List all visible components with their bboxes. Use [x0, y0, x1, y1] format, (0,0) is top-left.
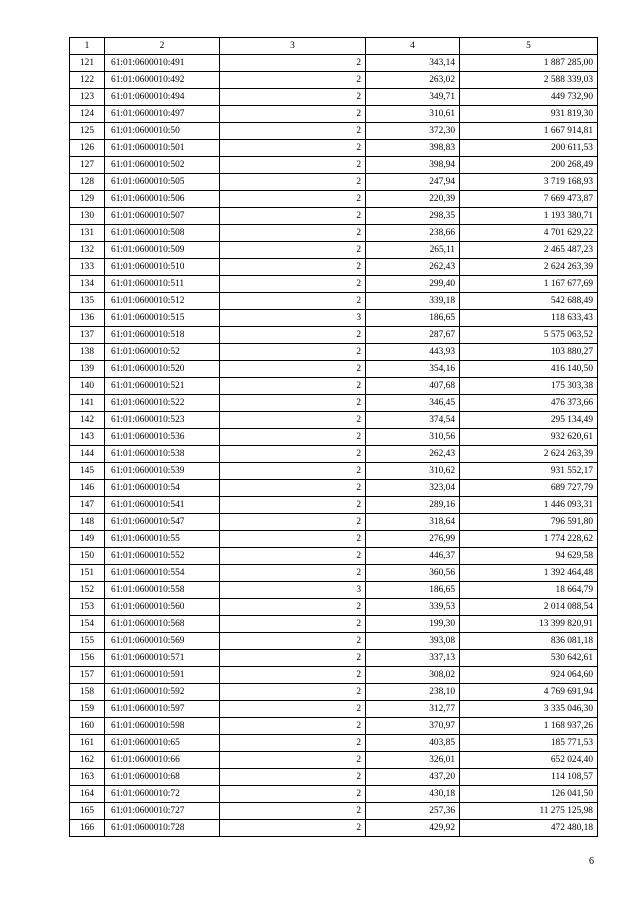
row-number: 157 — [70, 667, 105, 684]
table-row — [70, 650, 598, 667]
col-5-value: 530 642,61 — [460, 650, 598, 667]
table-row — [70, 429, 598, 446]
cadastral-number: 61:01:0600010:728 — [105, 820, 220, 837]
col-3-value: 2 — [220, 327, 366, 344]
col-5-value: 416 140,50 — [460, 361, 598, 378]
row-number: 127 — [70, 157, 105, 174]
row-number: 164 — [70, 786, 105, 803]
col-3-value: 2 — [220, 803, 366, 820]
row-number: 126 — [70, 140, 105, 157]
col-3-value: 2 — [220, 344, 366, 361]
cadastral-number: 61:01:0600010:569 — [105, 633, 220, 650]
row-number: 152 — [70, 582, 105, 599]
col-5-value: 4 701 629,22 — [460, 225, 598, 242]
row-number: 129 — [70, 191, 105, 208]
col-5-value: 7 669 473,87 — [460, 191, 598, 208]
col-5-value: 94 629,58 — [460, 548, 598, 565]
col-4-value: 263,02 — [366, 72, 460, 89]
col-4-value: 289,16 — [366, 497, 460, 514]
table-row — [70, 633, 598, 650]
col-4-value: 337,13 — [366, 650, 460, 667]
cadastral-number: 61:01:0600010:592 — [105, 684, 220, 701]
col-5-value: 2 465 487,23 — [460, 242, 598, 259]
cadastral-number: 61:01:0600010:494 — [105, 89, 220, 106]
col-3-value: 2 — [220, 820, 366, 837]
col-5-value: 924 064,60 — [460, 667, 598, 684]
col-3-value: 2 — [220, 123, 366, 140]
col-4-value: 186,65 — [366, 310, 460, 327]
col-4-value: 287,67 — [366, 327, 460, 344]
col-4-value: 339,18 — [366, 293, 460, 310]
row-number: 137 — [70, 327, 105, 344]
row-number: 162 — [70, 752, 105, 769]
col-5-value: 2 014 088,54 — [460, 599, 598, 616]
col-5-value: 449 732,90 — [460, 89, 598, 106]
col-4-value: 360,56 — [366, 565, 460, 582]
header-row — [70, 38, 598, 55]
table-row — [70, 531, 598, 548]
col-4-value: 370,97 — [366, 718, 460, 735]
cadastral-number: 61:01:0600010:727 — [105, 803, 220, 820]
table-row — [70, 89, 598, 106]
cadastral-number: 61:01:0600010:538 — [105, 446, 220, 463]
table-row — [70, 446, 598, 463]
row-number: 121 — [70, 55, 105, 72]
col-5-value: 932 620,61 — [460, 429, 598, 446]
col-5-value: 1 446 093,31 — [460, 497, 598, 514]
col-4-value: 437,20 — [366, 769, 460, 786]
row-number: 165 — [70, 803, 105, 820]
cadastral-number: 61:01:0600010:505 — [105, 174, 220, 191]
row-number: 131 — [70, 225, 105, 242]
data-table — [69, 37, 598, 837]
col-4-value: 318,64 — [366, 514, 460, 531]
col-3-value: 2 — [220, 429, 366, 446]
table-row — [70, 208, 598, 225]
table-row — [70, 616, 598, 633]
row-number: 122 — [70, 72, 105, 89]
col-4-value: 247,94 — [366, 174, 460, 191]
col-5-value: 1 774 228,62 — [460, 531, 598, 548]
col-5-value: 2 624 263,39 — [460, 446, 598, 463]
col-4-value: 339,53 — [366, 599, 460, 616]
col-3-value: 2 — [220, 242, 366, 259]
col-3-value: 2 — [220, 667, 366, 684]
cadastral-number: 61:01:0600010:52 — [105, 344, 220, 361]
col-4-value: 354,16 — [366, 361, 460, 378]
col-3-value: 2 — [220, 701, 366, 718]
header-col-5: 5 — [460, 38, 598, 55]
row-number: 154 — [70, 616, 105, 633]
col-3-value: 2 — [220, 191, 366, 208]
col-5-value: 13 399 820,91 — [460, 616, 598, 633]
col-3-value: 2 — [220, 599, 366, 616]
col-4-value: 430,18 — [366, 786, 460, 803]
row-number: 149 — [70, 531, 105, 548]
cadastral-number: 61:01:0600010:507 — [105, 208, 220, 225]
col-3-value: 2 — [220, 293, 366, 310]
table-row — [70, 786, 598, 803]
cadastral-number: 61:01:0600010:55 — [105, 531, 220, 548]
row-number: 143 — [70, 429, 105, 446]
col-4-value: 398,94 — [366, 157, 460, 174]
cadastral-number: 61:01:0600010:510 — [105, 259, 220, 276]
cadastral-number: 61:01:0600010:506 — [105, 191, 220, 208]
col-4-value: 186,65 — [366, 582, 460, 599]
row-number: 139 — [70, 361, 105, 378]
cadastral-number: 61:01:0600010:520 — [105, 361, 220, 378]
cadastral-number: 61:01:0600010:522 — [105, 395, 220, 412]
col-3-value: 2 — [220, 174, 366, 191]
col-5-value: 836 081,18 — [460, 633, 598, 650]
col-3-value: 2 — [220, 718, 366, 735]
row-number: 158 — [70, 684, 105, 701]
col-5-value: 114 108,57 — [460, 769, 598, 786]
table-row — [70, 225, 598, 242]
col-4-value: 238,10 — [366, 684, 460, 701]
cadastral-number: 61:01:0600010:554 — [105, 565, 220, 582]
col-3-value: 2 — [220, 157, 366, 174]
cadastral-number: 61:01:0600010:598 — [105, 718, 220, 735]
cadastral-number: 61:01:0600010:547 — [105, 514, 220, 531]
table-row — [70, 361, 598, 378]
table-header — [70, 38, 598, 55]
cadastral-number: 61:01:0600010:539 — [105, 463, 220, 480]
col-5-value: 2 624 263,39 — [460, 259, 598, 276]
table-row — [70, 514, 598, 531]
col-3-value: 2 — [220, 497, 366, 514]
col-4-value: 276,99 — [366, 531, 460, 548]
cadastral-number: 61:01:0600010:515 — [105, 310, 220, 327]
table-row — [70, 276, 598, 293]
col-3-value: 2 — [220, 140, 366, 157]
col-4-value: 343,14 — [366, 55, 460, 72]
cadastral-number: 61:01:0600010:501 — [105, 140, 220, 157]
col-3-value: 2 — [220, 752, 366, 769]
col-4-value: 199,30 — [366, 616, 460, 633]
col-3-value: 2 — [220, 378, 366, 395]
col-3-value: 2 — [220, 684, 366, 701]
cadastral-number: 61:01:0600010:552 — [105, 548, 220, 565]
col-5-value: 2 588 339,03 — [460, 72, 598, 89]
cadastral-number: 61:01:0600010:497 — [105, 106, 220, 123]
col-4-value: 298,35 — [366, 208, 460, 225]
row-number: 138 — [70, 344, 105, 361]
col-5-value: 476 373,66 — [460, 395, 598, 412]
table-row — [70, 480, 598, 497]
table-row — [70, 412, 598, 429]
col-4-value: 310,61 — [366, 106, 460, 123]
col-3-value: 2 — [220, 786, 366, 803]
col-4-value: 262,43 — [366, 446, 460, 463]
col-3-value: 3 — [220, 582, 366, 599]
cadastral-number: 61:01:0600010:66 — [105, 752, 220, 769]
row-number: 132 — [70, 242, 105, 259]
table-body — [70, 55, 598, 837]
cadastral-number: 61:01:0600010:54 — [105, 480, 220, 497]
header-col-4: 4 — [366, 38, 460, 55]
table-row — [70, 259, 598, 276]
col-5-value: 3 335 046,30 — [460, 701, 598, 718]
cadastral-number: 61:01:0600010:509 — [105, 242, 220, 259]
row-number: 146 — [70, 480, 105, 497]
table-row — [70, 72, 598, 89]
col-4-value: 374,54 — [366, 412, 460, 429]
table-row — [70, 344, 598, 361]
cadastral-number: 61:01:0600010:568 — [105, 616, 220, 633]
row-number: 141 — [70, 395, 105, 412]
col-5-value: 931 819,30 — [460, 106, 598, 123]
col-5-value: 118 633,43 — [460, 310, 598, 327]
table-row — [70, 548, 598, 565]
table-row — [70, 463, 598, 480]
col-3-value: 2 — [220, 446, 366, 463]
table-row — [70, 701, 598, 718]
table-row — [70, 157, 598, 174]
cadastral-number: 61:01:0600010:512 — [105, 293, 220, 310]
col-3-value: 2 — [220, 72, 366, 89]
table-row — [70, 293, 598, 310]
table-row — [70, 327, 598, 344]
col-4-value: 220,39 — [366, 191, 460, 208]
cadastral-number: 61:01:0600010:571 — [105, 650, 220, 667]
row-number: 124 — [70, 106, 105, 123]
col-3-value: 2 — [220, 565, 366, 582]
table-row — [70, 599, 598, 616]
col-3-value: 2 — [220, 616, 366, 633]
col-4-value: 238,66 — [366, 225, 460, 242]
row-number: 148 — [70, 514, 105, 531]
cadastral-number: 61:01:0600010:560 — [105, 599, 220, 616]
col-4-value: 372,30 — [366, 123, 460, 140]
row-number: 159 — [70, 701, 105, 718]
cadastral-number: 61:01:0600010:558 — [105, 582, 220, 599]
table-row — [70, 191, 598, 208]
cadastral-number: 61:01:0600010:536 — [105, 429, 220, 446]
col-4-value: 407,68 — [366, 378, 460, 395]
table-row — [70, 752, 598, 769]
col-3-value: 2 — [220, 531, 366, 548]
col-4-value: 310,62 — [366, 463, 460, 480]
col-3-value: 2 — [220, 276, 366, 293]
col-4-value: 398,83 — [366, 140, 460, 157]
col-5-value: 1 887 285,00 — [460, 55, 598, 72]
col-3-value: 2 — [220, 89, 366, 106]
col-5-value: 200 611,53 — [460, 140, 598, 157]
col-4-value: 346,45 — [366, 395, 460, 412]
cadastral-number: 61:01:0600010:68 — [105, 769, 220, 786]
cadastral-number: 61:01:0600010:491 — [105, 55, 220, 72]
col-3-value: 2 — [220, 412, 366, 429]
col-4-value: 323,04 — [366, 480, 460, 497]
col-5-value: 11 275 125,98 — [460, 803, 598, 820]
col-5-value: 5 575 063,52 — [460, 327, 598, 344]
table-row — [70, 718, 598, 735]
table-row — [70, 497, 598, 514]
col-3-value: 2 — [220, 769, 366, 786]
cadastral-number: 61:01:0600010:65 — [105, 735, 220, 752]
table-row — [70, 140, 598, 157]
row-number: 147 — [70, 497, 105, 514]
col-5-value: 1 167 677,69 — [460, 276, 598, 293]
cadastral-number: 61:01:0600010:597 — [105, 701, 220, 718]
col-3-value: 2 — [220, 106, 366, 123]
col-4-value: 308,02 — [366, 667, 460, 684]
col-3-value: 2 — [220, 548, 366, 565]
page-number: 6 — [589, 856, 594, 867]
col-4-value: 443,93 — [366, 344, 460, 361]
col-5-value: 931 552,17 — [460, 463, 598, 480]
table-row — [70, 684, 598, 701]
col-4-value: 349,71 — [366, 89, 460, 106]
cadastral-number: 61:01:0600010:50 — [105, 123, 220, 140]
row-number: 140 — [70, 378, 105, 395]
table-row — [70, 242, 598, 259]
col-3-value: 2 — [220, 395, 366, 412]
cadastral-number: 61:01:0600010:72 — [105, 786, 220, 803]
col-5-value: 542 688,49 — [460, 293, 598, 310]
header-col-1: 1 — [70, 38, 105, 55]
col-4-value: 299,40 — [366, 276, 460, 293]
cadastral-number: 61:01:0600010:502 — [105, 157, 220, 174]
table-row — [70, 803, 598, 820]
col-3-value: 2 — [220, 259, 366, 276]
data-table-container — [69, 37, 597, 837]
col-5-value: 200 268,49 — [460, 157, 598, 174]
col-5-value: 1 168 937,26 — [460, 718, 598, 735]
col-4-value: 265,11 — [366, 242, 460, 259]
cadastral-number: 61:01:0600010:591 — [105, 667, 220, 684]
col-3-value: 2 — [220, 208, 366, 225]
col-4-value: 429,92 — [366, 820, 460, 837]
col-5-value: 3 719 168,93 — [460, 174, 598, 191]
row-number: 142 — [70, 412, 105, 429]
row-number: 150 — [70, 548, 105, 565]
table-row — [70, 735, 598, 752]
col-3-value: 2 — [220, 225, 366, 242]
col-4-value: 312,77 — [366, 701, 460, 718]
row-number: 151 — [70, 565, 105, 582]
row-number: 161 — [70, 735, 105, 752]
table-row — [70, 55, 598, 72]
row-number: 136 — [70, 310, 105, 327]
col-4-value: 326,01 — [366, 752, 460, 769]
col-4-value: 310,56 — [366, 429, 460, 446]
col-5-value: 295 134,49 — [460, 412, 598, 429]
row-number: 135 — [70, 293, 105, 310]
row-number: 145 — [70, 463, 105, 480]
row-number: 134 — [70, 276, 105, 293]
row-number: 133 — [70, 259, 105, 276]
col-3-value: 3 — [220, 310, 366, 327]
col-3-value: 2 — [220, 55, 366, 72]
table-row — [70, 667, 598, 684]
col-5-value: 4 769 691,94 — [460, 684, 598, 701]
col-4-value: 446,37 — [366, 548, 460, 565]
cadastral-number: 61:01:0600010:511 — [105, 276, 220, 293]
header-col-3: 3 — [220, 38, 366, 55]
col-3-value: 2 — [220, 361, 366, 378]
col-5-value: 1 392 464,48 — [460, 565, 598, 582]
table-row — [70, 106, 598, 123]
col-3-value: 2 — [220, 480, 366, 497]
table-row — [70, 174, 598, 191]
table-row — [70, 565, 598, 582]
row-number: 125 — [70, 123, 105, 140]
row-number: 153 — [70, 599, 105, 616]
table-row — [70, 378, 598, 395]
col-5-value: 185 771,53 — [460, 735, 598, 752]
row-number: 160 — [70, 718, 105, 735]
col-4-value: 393,08 — [366, 633, 460, 650]
row-number: 144 — [70, 446, 105, 463]
row-number: 123 — [70, 89, 105, 106]
col-5-value: 1 667 914,81 — [460, 123, 598, 140]
col-3-value: 2 — [220, 514, 366, 531]
col-5-value: 1 193 380,71 — [460, 208, 598, 225]
col-4-value: 403,85 — [366, 735, 460, 752]
table-row — [70, 820, 598, 837]
col-4-value: 262,43 — [366, 259, 460, 276]
row-number: 130 — [70, 208, 105, 225]
table-row — [70, 769, 598, 786]
col-4-value: 257,36 — [366, 803, 460, 820]
col-5-value: 103 880,27 — [460, 344, 598, 361]
row-number: 128 — [70, 174, 105, 191]
cadastral-number: 61:01:0600010:521 — [105, 378, 220, 395]
col-5-value: 175 303,38 — [460, 378, 598, 395]
cadastral-number: 61:01:0600010:518 — [105, 327, 220, 344]
col-5-value: 689 727,79 — [460, 480, 598, 497]
table-row — [70, 582, 598, 599]
cadastral-number: 61:01:0600010:541 — [105, 497, 220, 514]
row-number: 155 — [70, 633, 105, 650]
col-5-value: 652 024,40 — [460, 752, 598, 769]
row-number: 166 — [70, 820, 105, 837]
table-row — [70, 310, 598, 327]
col-3-value: 2 — [220, 735, 366, 752]
col-5-value: 472 480,18 — [460, 820, 598, 837]
table-row — [70, 123, 598, 140]
table-row — [70, 395, 598, 412]
col-5-value: 126 041,50 — [460, 786, 598, 803]
col-3-value: 2 — [220, 633, 366, 650]
col-5-value: 796 591,80 — [460, 514, 598, 531]
cadastral-number: 61:01:0600010:492 — [105, 72, 220, 89]
row-number: 163 — [70, 769, 105, 786]
cadastral-number: 61:01:0600010:508 — [105, 225, 220, 242]
col-3-value: 2 — [220, 650, 366, 667]
row-number: 156 — [70, 650, 105, 667]
col-3-value: 2 — [220, 463, 366, 480]
header-col-2: 2 — [105, 38, 220, 55]
col-5-value: 18 664,79 — [460, 582, 598, 599]
cadastral-number: 61:01:0600010:523 — [105, 412, 220, 429]
